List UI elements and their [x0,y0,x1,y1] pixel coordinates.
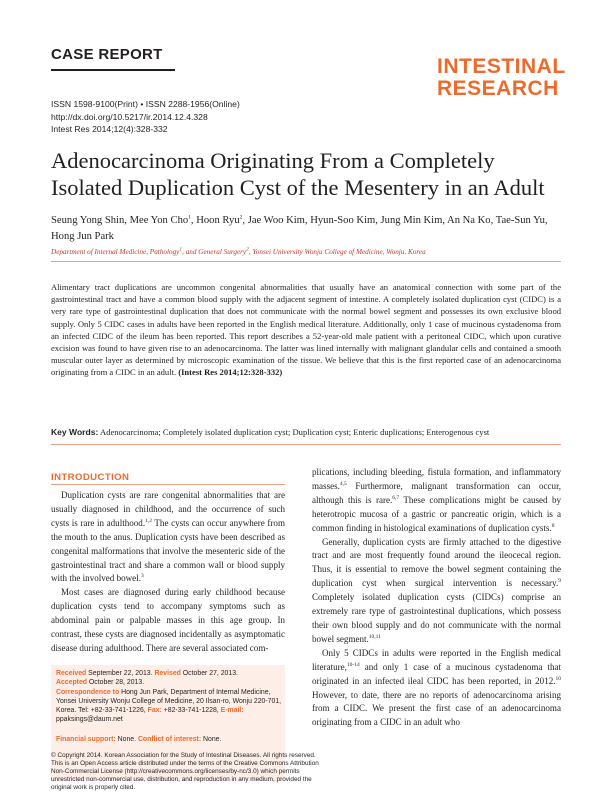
correspondence: Correspondence to Hong Jun Park, Department of Internal Medicine, Yonsei University Wonju College of Medicine, 20 Ilsan-ro, Wonju 220-701, Korea. Tel: +82-33-741-1226, Fax: +82-33-741-1228, E-mail: ppaksings@daum.net [56,688,282,724]
keywords [51,427,561,437]
issn: ISSN 1598-9100(Print) • ISSN 2288-1956(Online) [51,99,240,109]
affiliation: Department of Internal Medicine, Pathology$^1$, and General Surgery$^2$, Yonsei University Wonju College of Medicine, Wonju, Korea [51,246,426,256]
article-info [56,669,282,744]
paragraph: plications, including bleeding, fistula formation, and inflammatory masses.$^{4,5}$ Furthermore, malignant transformation can occur, although this is rare.$^{6,7}$ These complications might be caused by heterotropic mucosa of a gastric or pancreatic origin, which is a common finding in histological examinations of duplication cysts.$^8$ [312,467,561,533]
affiliation-part: Department of Internal Medicine, Pathology [51,248,180,256]
divider [51,261,561,262]
section-label: CASE REPORT [51,46,163,63]
authors-part: , Jae Woo Kim, Hyun-Soo Kim, Jung Min Kim, An Na Ko, Tae-Sun Yu, Hong Jun Park [51,215,548,242]
dates-line: Received September 22, 2013. Revised October 27, 2013. [56,670,238,677]
author-list: Seung Yong Shin, Mee Yon Cho$^1$, Hoon Ryu$^2$, Jae Woo Kim, Hyun-Soo Kim, Jung Min Kim, An Na Ko, Tae-Sun Yu, Hong Jun Park [51,214,548,242]
email-link[interactable]: ppaksings@daum.net [56,716,123,724]
paragraph: Duplication cysts are rare congenital abnormalities that are usually diagnosed in childhood, and the occurrence of such cysts is rare in adulthood.$^{1,2}$ The cysts can occur anywhere from the mouth to the anus. Duplication cysts have been described as congenital malformations that involve the mesenteric side of the gastrointestinal tract and share a common wall or blood supply with the involved bowel.$^3$ [51,490,285,584]
affiliation-part: , Yonsei University Wonju College of Medicine, Wonju, Korea [248,248,426,256]
keywords-text: Adenocarcinoma; Completely isolated duplication cyst; Duplication cyst; Enteric duplications; Enterogenous cyst [100,427,490,437]
accepted-line: Accepted October 28, 2013. [56,679,145,687]
body-column-right [312,466,561,730]
financial-line: Financial support: None. Conflict of interest: None. [56,735,222,743]
footer [51,752,331,792]
doi-link[interactable]: http://dx.doi.org/10.5217/ir.2014.12.4.328 [51,112,208,122]
journal-name-line2: RESEARCH [437,77,559,100]
header-rule [51,69,175,71]
paragraph: Generally, duplication cysts are firmly attached to the digestive tract and are most frequently found around the ileocecal region. Thus, it is essential to remove the bowel segment containing the duplication cyst when surgical intervention is necessary.$^9$ Completely isolated duplication cysts (CIDCs) comprise an extremely rare type of gastrointestinal duplications, which possess their own blood supply and do not communicate with the normal bowel segment.$^{10,11}$ [312,536,561,644]
license: This is an Open Access article distributed under the terms of the Creative Commons Attribution Non-Commercial License (http://creativecommons.org/licenses/by-nc/3.0) which permits unrestricted non-commercial use, distribution, and reproduction in any medium, provided the original work is properly cited. [51,760,319,792]
abstract [51,281,561,379]
citation: Intest Res 2014;12(4):328-332 [51,124,168,134]
paragraph: Only 5 CIDCs in adults were reported in the English medical literature,$^{10-14}$ and only 1 case of a mucinous cystadenoma that originated in an infected ileal CIDC has been reported, in 2012.10 However, to date, there are no reports of adenocarcinoma arising from a CIDC. We present the first case of an adenocarcinoma originating from a CIDC in an adult who [312,647,561,728]
abstract-text: Alimentary tract duplications are uncommon congenital abnormalities that usually have an anatomical connection with some part of the gastrointestinal tract and have a common blood supply with the adjacent segment of intestine. A completely isolated duplication cyst (CIDC) is a very rare type of gastrointestinal duplication that does not communicate with the normal bowel segment and possesses its own exclusive blood supply. Only 5 CIDC cases in adults have been reported in the English medical literature. Additionally, only 1 case of mucinous cystadenoma from an infected CIDC of the ileum has been reported. This report describes a 52-year-old male patient with a peritoneal CIDC, which upon curative excision was found to have given rise to an adenocarcinoma. The latter was lined internally with malignant glandular cells and contained a smooth muscular outer layer as determined by microscopic examination of the tissue. We believe that this is the first reported case of an adenocarcinoma originating from a CIDC in an adult. [51,282,561,378]
section-heading: INTRODUCTION [51,472,130,483]
affiliation-part: , and General Surgery [182,248,247,256]
abstract-citation: (Intest Res 2014;12:328-332) [178,367,283,378]
copyright: © Copyright 2014. Korean Association for the Study of Intestinal Diseases. All rights reserved. [51,752,316,759]
keywords-label: Key Words: [51,427,99,437]
body-column-left [51,489,285,656]
divider [51,444,561,445]
article-title: Adenocarcinoma Originating From a Completely Isolated Duplication Cyst of the Mesentery in an Adult [51,148,545,200]
heading-rule [51,484,285,485]
journal-logo [437,55,566,100]
authors-part: , Hoon Ryu [190,215,240,226]
authors-part: Seung Yong Shin, Mee Yon Cho [51,215,189,226]
paragraph: Most cases are diagnosed during early childhood because duplication cysts tend to accompany symptoms such as abdominal pain or palpable masses in this age group. In contrast, these cysts are diagnosed incidentally as asymptomatic disease during adulthood. There are several associated com- [51,587,285,653]
journal-name-line1: INTESTINAL [437,55,566,78]
